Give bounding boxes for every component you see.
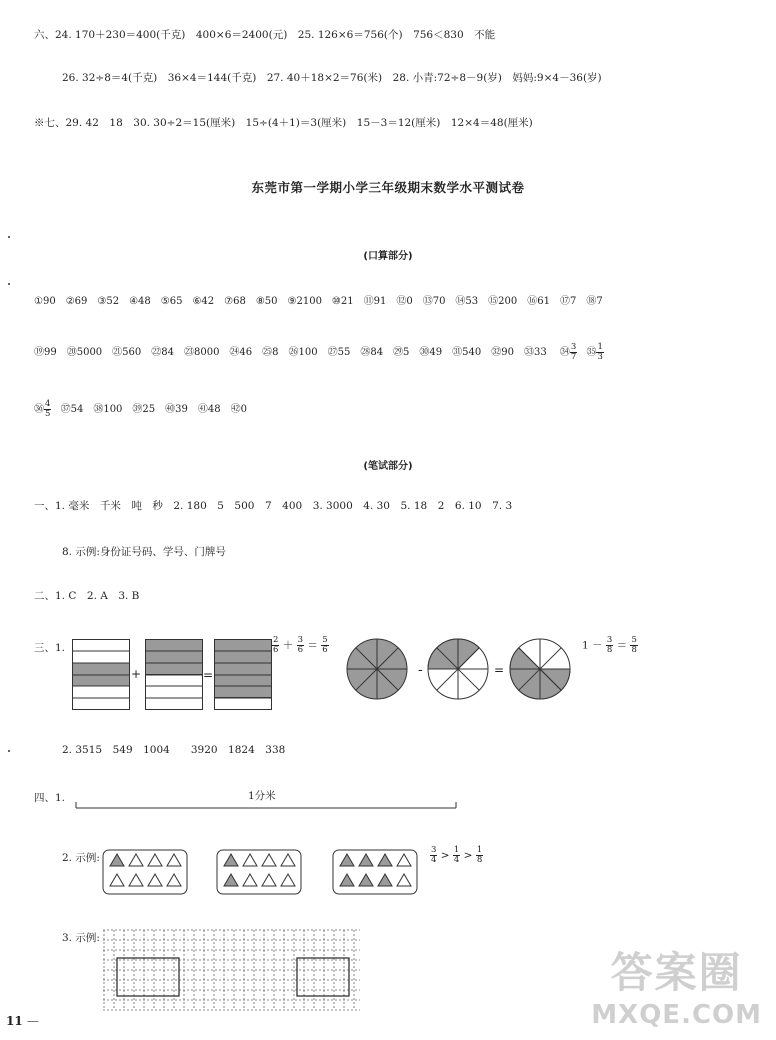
written-q1: 一、1. 毫米 千米 吨 秒 2. 180 5 500 7 400 3. 3000 4. 30 5. 18 2 6. 10 7. 3 [34, 500, 513, 512]
svg-text:-: - [418, 662, 423, 678]
watermark-logo: 答案圈 MXQE.COM [591, 948, 762, 1030]
fraction-equation-1: $\frac{2}{6}$ ＋ $\frac{3}{6}$ ＝ $\frac{5}{6}$ [273, 635, 328, 655]
written-q4-label: 四、1. [34, 792, 66, 804]
triangle-groups-figure [102, 848, 420, 900]
ruler-line [72, 800, 462, 812]
svg-text:=: = [203, 668, 214, 682]
written-heading: (笔试部分) [363, 461, 413, 472]
fraction-comparison: $\frac{3}{4}$ > $\frac{1}{4}$ > $\frac{1}{8}$ [431, 845, 483, 865]
oral-row-3: ㊱ $\frac{4}{5}$ ㊲54 ㊳100 ㊴25 ㊵39 ㊶48 ㊷0 [34, 399, 247, 419]
written-q2: 二、1. C 2. A 3. B [34, 590, 140, 602]
written-q4-3: 3. 示例: [62, 932, 100, 944]
written-q1-8: 8. 示例:身份证号码、学号、门牌号 [62, 546, 226, 558]
answer-line-7: ※七、29. 42 18 30. 30÷2＝15(厘米) 15÷(4＋1)＝3(厘米) 15－3＝12(厘米) 12×4＝48(厘米) [34, 117, 533, 129]
oral-row-1: ①90 ②69 ③52 ④48 ⑤65 ⑥42 ⑦68 ⑧50 ⑨2100 ⑩21 ⑪91 ⑫0 ⑬70 ⑭53 ⑮200 ⑯61 ⑰7 ⑱7 [34, 296, 603, 307]
written-q3-2: 2. 3515 549 1004 3920 1824 338 [62, 744, 286, 756]
oral-heading: (口算部分) [363, 251, 413, 262]
fraction-equation-2: 1 － $\frac{3}{8}$ ＝ $\frac{5}{8}$ [582, 635, 637, 655]
answer-line-6: 六、24. 170＋230＝400(千克) 400×6＝2400(元) 25. 126×6＝756(个) 756＜830 不能 [34, 29, 496, 41]
svg-text:=: = [494, 663, 505, 677]
oral-row-2: ⑲99 ⑳5000 ㉑560 ㉒84 ㉓8000 ㉔46 ㉕8 ㉖100 ㉗55 ㉘84 ㉙5 ㉚49 ㉛540 ㉜90 ㉝33 ㉞ $\frac{3}{7}$ ㉟ $\frac{1}{3}$ [34, 342, 603, 362]
page-title: 东莞市第一学期小学三年级期末数学水平测试卷 [251, 180, 525, 195]
page-number: 11 — [6, 1014, 39, 1028]
answer-line-26: 26. 32÷8＝4(千克) 36×4＝144(千克) 27. 40＋18×2＝76(米) 28. 小青:72÷8－9(岁) 妈妈:9×4－36(岁) [62, 72, 602, 84]
ruler-label: 1分米 [248, 790, 276, 802]
svg-text:+: + [131, 667, 142, 681]
dotted-grid-figure [102, 928, 364, 1012]
fraction-bars-figure [72, 635, 272, 711]
written-q3-label: 三、1. [34, 642, 66, 654]
written-q4-2: 2. 示例: [62, 852, 100, 864]
fraction-circles-figure [344, 636, 580, 704]
